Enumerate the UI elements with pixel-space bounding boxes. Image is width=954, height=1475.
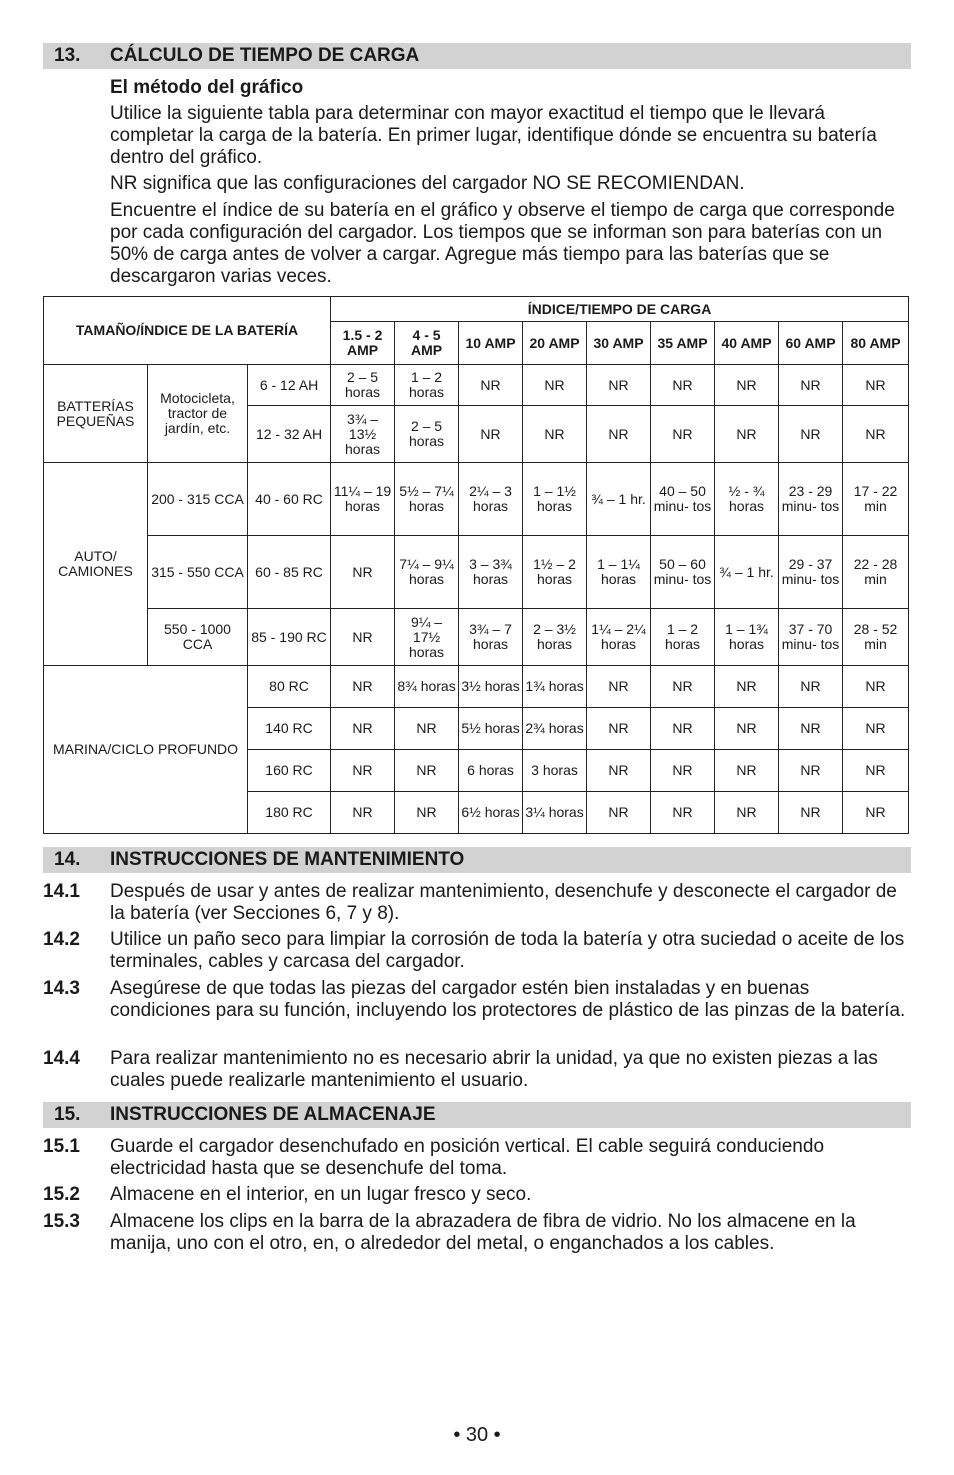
- item-number: 15.3: [43, 1211, 80, 1232]
- charge-time-cell: NR: [331, 708, 395, 750]
- charge-time-cell: NR: [651, 708, 715, 750]
- charge-time-cell: 8¾ horas: [395, 666, 459, 708]
- charge-time-cell: NR: [843, 365, 909, 406]
- method-subheading: El método del gráfico: [110, 77, 304, 98]
- amp-header: 60 AMP: [779, 322, 843, 365]
- charge-time-cell: 3 horas: [523, 750, 587, 792]
- page-number: • 30 •: [453, 1424, 501, 1446]
- item-number: 14.1: [43, 881, 80, 902]
- item-text: Almacene en el interior, en un lugar fresco y seco.: [110, 1184, 532, 1205]
- charge-time-cell: NR: [715, 666, 779, 708]
- charge-time-cell: NR: [779, 792, 843, 834]
- charge-time-cell: NR: [331, 792, 395, 834]
- item-number: 14.3: [43, 978, 80, 999]
- group-small-batteries-examples: Motocicleta, tractor de jardín, etc.: [148, 365, 248, 463]
- charge-time-cell: 1½ – 2 horas: [523, 536, 587, 609]
- charge-time-cell: NR: [715, 792, 779, 834]
- charge-time-cell: NR: [779, 708, 843, 750]
- charge-time-cell: NR: [779, 750, 843, 792]
- charge-time-cell: NR: [651, 666, 715, 708]
- amp-header: 20 AMP: [523, 322, 587, 365]
- battery-rating: 40 - 60 RC: [248, 463, 331, 536]
- battery-rating: 180 RC: [248, 792, 331, 834]
- amp-header: 30 AMP: [587, 322, 651, 365]
- nr-note-paragraph: NR significa que las configuraciones del cargador NO SE RECOMIENDAN.: [110, 173, 745, 194]
- charge-time-cell: NR: [587, 708, 651, 750]
- item-number: 14.4: [43, 1048, 80, 1069]
- charge-time-cell: 40 – 50 minu- tos: [651, 463, 715, 536]
- item-text: Para realizar mantenimiento no es necesario abrir la unidad, ya que no existen piezas a las cuales puede realizarle mantenimiento el usuario.: [110, 1048, 878, 1091]
- group-small-batteries: BATTERÍAS PEQUEÑAS: [44, 365, 148, 463]
- charge-time-cell: NR: [523, 365, 587, 406]
- section-13-title: CÁLCULO DE TIEMPO DE CARGA: [110, 45, 420, 66]
- charge-time-cell: 6 horas: [459, 750, 523, 792]
- group-marine-deep-cycle: MARINA/CICLO PROFUNDO: [44, 666, 248, 834]
- charge-time-cell: NR: [651, 365, 715, 406]
- section-14-header: [43, 847, 911, 873]
- charge-time-cell: 3½ horas: [459, 666, 523, 708]
- item-text: Utilice un paño seco para limpiar la corrosión de toda la batería y otra suciedad o aceite de los terminales, cables y carcasa del cargador.: [110, 929, 905, 972]
- charge-time-cell: NR: [587, 750, 651, 792]
- amp-header: 1.5 - 2 AMP: [331, 322, 395, 365]
- instructions-paragraph: Encuentre el índice de su batería en el gráfico y observe el tiempo de carga que corresponde por cada configuración del cargador. Los tiempos que se informan son para baterías con un 50% de carga antes de volver a cargar. Agregue más tiempo para las baterías que se descargaron varias veces.: [110, 200, 895, 287]
- charge-time-cell: NR: [779, 406, 843, 463]
- battery-cca: 550 - 1000 CCA: [148, 609, 248, 666]
- table-row: [44, 536, 909, 609]
- charge-time-cell: NR: [715, 406, 779, 463]
- section-14-number: 14.: [54, 849, 81, 870]
- battery-rating: 85 - 190 RC: [248, 609, 331, 666]
- item-text: Almacene los clips en la barra de la abrazadera de fibra de vidrio. No los almacene en la manija, uno con el otro, en, o alrededor del metal, o enganchados a los cables.: [110, 1211, 856, 1254]
- battery-size-header: TAMAÑO/ÍNDICE DE LA BATERÍA: [44, 297, 331, 365]
- charge-time-cell: NR: [459, 365, 523, 406]
- charge-time-cell: 3¾ – 7 horas: [459, 609, 523, 666]
- battery-rating: 80 RC: [248, 666, 331, 708]
- charge-time-cell: NR: [779, 365, 843, 406]
- battery-rating: 60 - 85 RC: [248, 536, 331, 609]
- item-text: Después de usar y antes de realizar mantenimiento, desenchufe y desconecte el cargador de la batería (ver Secciones 6, 7 y 8).: [110, 881, 897, 924]
- charge-time-cell: NR: [715, 750, 779, 792]
- section-13-header: [43, 43, 911, 69]
- charge-time-cell: 7¼ – 9¼ horas: [395, 536, 459, 609]
- charge-time-cell: 3¼ horas: [523, 792, 587, 834]
- charge-time-cell: 9¼ – 17½ horas: [395, 609, 459, 666]
- charge-time-cell: NR: [587, 365, 651, 406]
- charge-time-cell: NR: [395, 792, 459, 834]
- charge-time-cell: NR: [331, 536, 395, 609]
- charge-time-cell: NR: [843, 406, 909, 463]
- amp-header: 4 - 5 AMP: [395, 322, 459, 365]
- charge-time-cell: 22 - 28 min: [843, 536, 909, 609]
- charge-time-cell: 2 – 3½ horas: [523, 609, 587, 666]
- charge-time-cell: NR: [715, 365, 779, 406]
- charge-time-cell: NR: [331, 666, 395, 708]
- charge-time-cell: 37 - 70 minu- tos: [779, 609, 843, 666]
- charge-time-cell: 1 – 1¾ horas: [715, 609, 779, 666]
- charge-time-cell: NR: [459, 406, 523, 463]
- battery-rating: 160 RC: [248, 750, 331, 792]
- amp-header: 40 AMP: [715, 322, 779, 365]
- item-number: 15.2: [43, 1184, 80, 1205]
- charge-time-header: ÍNDICE/TIEMPO DE CARGA: [331, 297, 909, 322]
- charge-time-cell: 1¼ – 2¼ horas: [587, 609, 651, 666]
- charge-time-cell: NR: [331, 609, 395, 666]
- charge-time-cell: NR: [587, 792, 651, 834]
- charge-time-cell: NR: [587, 406, 651, 463]
- charge-time-cell: NR: [331, 750, 395, 792]
- battery-rating: 12 - 32 AH: [248, 406, 331, 463]
- group-auto-trucks: AUTO/ CAMIONES: [44, 463, 148, 666]
- charge-time-cell: 3¾ – 13½ horas: [331, 406, 395, 463]
- charge-time-cell: NR: [523, 406, 587, 463]
- intro-paragraph: Utilice la siguiente tabla para determinar con mayor exactitud el tiempo que le llevará completar la carga de la batería. En primer lugar, identifique dónde se encuentra su batería dentro del gráfico.: [110, 103, 877, 168]
- table-row: [44, 666, 909, 708]
- charge-time-cell: 5½ – 7¼ horas: [395, 463, 459, 536]
- charge-time-cell: 5½ horas: [459, 708, 523, 750]
- charge-time-cell: 6½ horas: [459, 792, 523, 834]
- amp-header: 10 AMP: [459, 322, 523, 365]
- charge-time-cell: ½ - ¾ horas: [715, 463, 779, 536]
- item-text: Asegúrese de que todas las piezas del cargador estén bien instaladas y en buenas condiciones para su función, incluyendo los protectores de plástico de las pinzas de la batería.: [110, 978, 906, 1021]
- table-row: [44, 463, 909, 536]
- charge-time-cell: ¾ – 1 hr.: [587, 463, 651, 536]
- charge-time-cell: 2¾ horas: [523, 708, 587, 750]
- charge-time-cell: 28 - 52 min: [843, 609, 909, 666]
- charge-time-cell: 2 – 5 horas: [395, 406, 459, 463]
- charge-time-cell: 17 - 22 min: [843, 463, 909, 536]
- charge-time-cell: NR: [587, 666, 651, 708]
- charge-time-cell: NR: [843, 708, 909, 750]
- charge-time-cell: NR: [843, 666, 909, 708]
- charge-time-cell: 2 – 5 horas: [331, 365, 395, 406]
- charge-time-cell: 50 – 60 minu- tos: [651, 536, 715, 609]
- battery-cca: 315 - 550 CCA: [148, 536, 248, 609]
- item-number: 15.1: [43, 1136, 80, 1157]
- charge-time-cell: 1¾ horas: [523, 666, 587, 708]
- charge-time-cell: NR: [843, 792, 909, 834]
- item-text: Guarde el cargador desenchufado en posición vertical. El cable seguirá conduciendo electricidad hasta que se desenchufe del toma.: [110, 1136, 825, 1179]
- table-row: [44, 609, 909, 666]
- section-15-number: 15.: [54, 1104, 81, 1125]
- charge-time-cell: 1 – 2 horas: [395, 365, 459, 406]
- charge-time-cell: NR: [651, 750, 715, 792]
- charge-time-cell: NR: [651, 792, 715, 834]
- charge-time-cell: NR: [651, 406, 715, 463]
- charge-time-cell: 23 - 29 minu- tos: [779, 463, 843, 536]
- charge-time-cell: NR: [779, 666, 843, 708]
- battery-rating: 6 - 12 AH: [248, 365, 331, 406]
- charge-time-cell: 1 – 1½ horas: [523, 463, 587, 536]
- charge-time-cell: NR: [715, 708, 779, 750]
- item-number: 14.2: [43, 929, 80, 950]
- charge-time-cell: 3 – 3¾ horas: [459, 536, 523, 609]
- charge-time-cell: ¾ – 1 hr.: [715, 536, 779, 609]
- section-15-header: [43, 1102, 911, 1128]
- charge-time-cell: NR: [395, 708, 459, 750]
- charge-time-cell: 11¼ – 19 horas: [331, 463, 395, 536]
- charge-time-cell: 1 – 1¼ horas: [587, 536, 651, 609]
- charge-time-cell: NR: [395, 750, 459, 792]
- table-row: [44, 365, 909, 406]
- section-14-title: INSTRUCCIONES DE MANTENIMIENTO: [110, 849, 465, 870]
- charge-time-cell: 29 - 37 minu- tos: [779, 536, 843, 609]
- battery-rating: 140 RC: [248, 708, 331, 750]
- charge-time-table: [43, 296, 909, 834]
- charge-time-cell: NR: [843, 750, 909, 792]
- section-15-title: INSTRUCCIONES DE ALMACENAJE: [110, 1104, 436, 1125]
- amp-header: 35 AMP: [651, 322, 715, 365]
- amp-header: 80 AMP: [843, 322, 909, 365]
- charge-time-cell: 1 – 2 horas: [651, 609, 715, 666]
- charge-time-cell: 2¼ – 3 horas: [459, 463, 523, 536]
- section-13-number: 13.: [54, 45, 81, 66]
- battery-cca: 200 - 315 CCA: [148, 463, 248, 536]
